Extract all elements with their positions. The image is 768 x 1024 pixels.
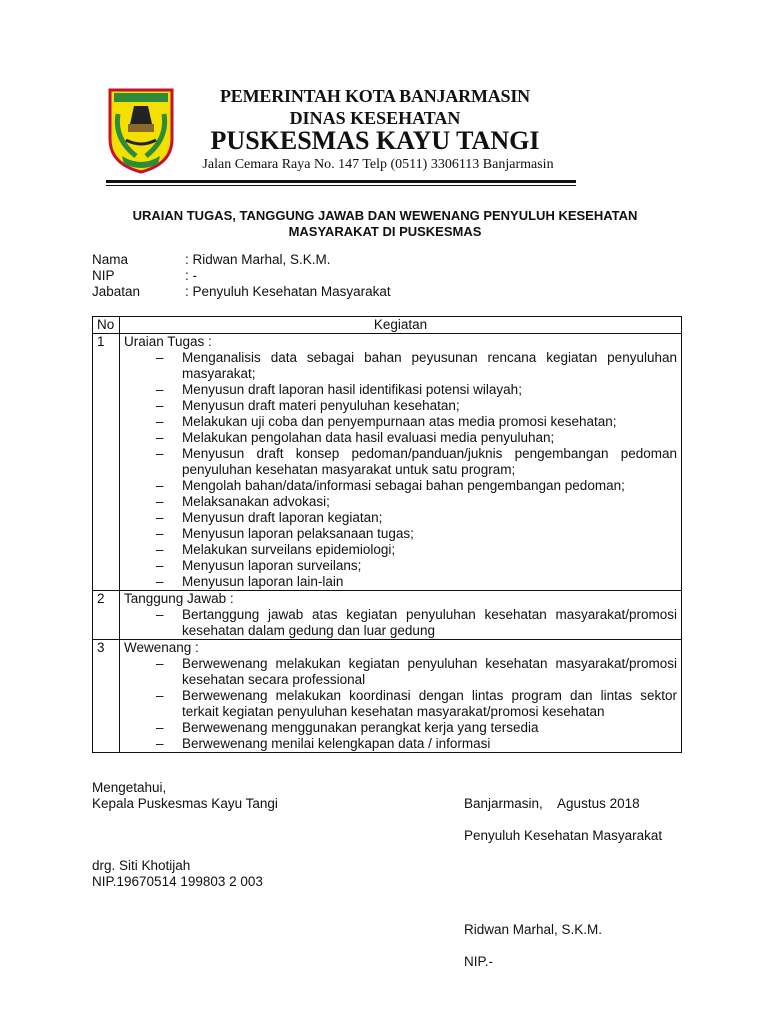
sig-right-name: Ridwan Marhal, S.K.M. [464, 922, 603, 937]
table-row [93, 591, 682, 640]
item-list [124, 656, 677, 752]
header-government: PEMERINTAH KOTA BANJARMASIN [220, 86, 530, 106]
info-label: NIP [92, 268, 115, 283]
list-item: – Berwewenang menilai kelengkapan data / informasi [148, 736, 677, 752]
table-header-row [93, 317, 682, 334]
list-item: – Menyusun draft laporan hasil identifikasi potensi wilayah; [148, 382, 677, 398]
city-logo [106, 84, 176, 174]
list-item: – Berwewenang menggunakan perangkat kerja yang tersedia [148, 720, 677, 736]
sig-right-nip: NIP.- [464, 954, 494, 969]
header-address: Jalan Cemara Raya No. 147 Telp (0511) 3306113 Banjarmasin [202, 157, 554, 172]
table-row [93, 640, 682, 753]
info-row-nama [92, 252, 331, 267]
header-puskesmas: PUSKESMAS KAYU TANGI [210, 126, 540, 155]
sig-right-line1: Banjarmasin, Agustus 2018 [464, 796, 640, 811]
row-content [120, 334, 682, 591]
list-item: – Menyusun draft materi penyuluhan kesehatan; [148, 398, 677, 414]
list-item: – Mengolah bahan/data/informasi sebagai bahan pengembangan pedoman; [148, 478, 677, 494]
list-item: – Berwewenang melakukan kegiatan penyuluhan kesehatan masyarakat/promosi kesehatan secara professional [148, 656, 677, 688]
info-label: Nama [92, 252, 129, 267]
info-value: : Ridwan Marhal, S.K.M. [185, 252, 331, 267]
item-list [124, 350, 677, 590]
list-item: – Menyusun laporan pelaksanaan tugas; [148, 526, 677, 542]
list-item: – Melakukan surveilans epidemiologi; [148, 542, 677, 558]
list-item: – Melakukan uji coba dan penyempurnaan atas media promosi kesehatan; [148, 414, 677, 430]
row-heading: Tanggung Jawab : [124, 591, 234, 606]
sig-left-nip: NIP.19670514 199803 2 003 [92, 874, 263, 889]
list-item: – Menyusun draft konsep pedoman/panduan/juknis pengembangan pedoman penyuluhan kesehatan masyarakat untuk satu program; [148, 446, 677, 478]
item-list [124, 607, 677, 639]
document-title [80, 208, 690, 240]
header-divider [106, 180, 576, 183]
header-no: No [93, 317, 120, 334]
sig-left-line2: Kepala Puskesmas Kayu Tangi [92, 796, 278, 811]
list-item: – Melaksanakan advokasi; [148, 494, 677, 510]
signature-right [464, 780, 662, 986]
list-item: – Menganalisis data sebagai bahan peyusunan rencana kegiatan penyuluhan masyarakat; [148, 350, 677, 382]
signature-left [92, 780, 278, 890]
info-label: Jabatan [92, 284, 141, 299]
row-content [120, 640, 682, 753]
row-content [120, 591, 682, 640]
row-number: 3 [93, 640, 120, 753]
list-item: – Menyusun draft laporan kegiatan; [148, 510, 677, 526]
row-number: 2 [93, 591, 120, 640]
info-row-nip [92, 268, 197, 283]
row-heading: Uraian Tugas : [124, 334, 212, 349]
table-row [93, 334, 682, 591]
list-item: – Bertanggung jawab atas kegiatan penyuluhan kesehatan masyarakat/promosi kesehatan dalam gedung dan luar gedung [148, 607, 677, 639]
list-item: – Menyusun laporan surveilans; [148, 558, 677, 574]
row-number: 1 [93, 334, 120, 591]
sig-right-line2: Penyuluh Kesehatan Masyarakat [464, 828, 663, 843]
info-row-jabatan [92, 284, 391, 299]
duties-table [92, 316, 682, 753]
row-heading: Wewenang : [124, 640, 199, 655]
sig-left-line1: Mengetahui, [92, 780, 167, 795]
list-item: – Menyusun laporan lain-lain [148, 574, 677, 590]
list-item: – Berwewenang melakukan koordinasi dengan lintas program dan lintas sektor terkait kegiatan penyuluhan kesehatan masyarakat/promosi kesehatan [148, 688, 677, 720]
header-divider-thin [106, 185, 576, 186]
header-department: DINAS KESEHATAN [289, 108, 461, 128]
title-line-2: MASYARAKAT DI PUSKESMAS [288, 224, 482, 239]
list-item: – Melakukan pengolahan data hasil evaluasi media penyuluhan; [148, 430, 677, 446]
info-value: : Penyuluh Kesehatan Masyarakat [185, 284, 391, 299]
title-line-1: URAIAN TUGAS, TANGGUNG JAWAB DAN WEWENANG PENYULUH KESEHATAN [132, 208, 638, 223]
header-kegiatan: Kegiatan [120, 317, 682, 334]
sig-left-name: drg. Siti Khotijah [92, 858, 191, 873]
info-value: : - [185, 268, 197, 283]
